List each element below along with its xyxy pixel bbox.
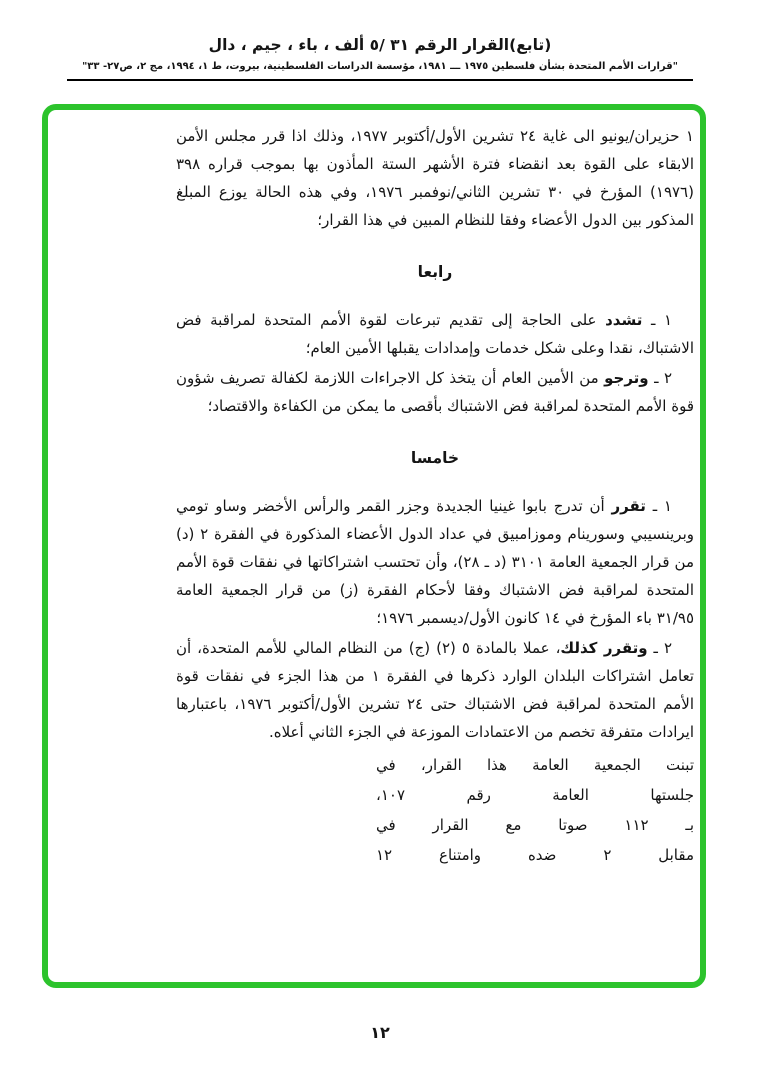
adoption-note-line: بـ ١١٢ صوتا مع القرار في — [376, 816, 694, 834]
adoption-note-line: مقابل ٢ ضده وامتناع ١٢ — [376, 846, 694, 864]
paragraph-lead-word: تشدد — [605, 311, 643, 329]
paragraph-text: أن تدرج بابوا غينيا الجديدة وجزر القمر والرأس الأخضر وساو تومي وبرينسيبي وسورينام وموزامبيق في عداد الدول الأعضاء المذكورة في الفقرة ٢ (د) من قرار الجمعية العامة ٣١٠١ (د ـ ٢٨)، وأن تحتسب اشتراكاتها في نفقات قوة الأمم المتحدة لمراقبة فض الاشتباك وفقا لأحكام الفقرة (ز) من قرار الجمعية العامة ٣١/٩٥ باء المؤرخ في ١٤ كانون الأول/ديسمبر ١٩٧٦؛ — [176, 497, 695, 627]
section-heading-fifth: خامسا — [410, 449, 460, 467]
source-citation: "قرارات الأمم المتحدة بشأن فلسطين ١٩٧٥ ـــ ١٩٨١، مؤسسة الدراسات الفلسطينية، بيروت، ط ١، ١٩٩٤، مج ٢، ص٢٧- ٣٣" — [82, 61, 678, 72]
paragraph-lead-word: وترجو — [604, 369, 649, 387]
adoption-note-line: جلستها العامة رقم ١٠٧، — [376, 786, 694, 804]
paragraph-number: ١ ـ — [645, 497, 672, 515]
adoption-note-line: تبنت الجمعية العامة هذا القرار، في — [376, 756, 694, 774]
paragraph — [176, 306, 694, 362]
paragraph-number: ٢ ـ — [647, 639, 673, 657]
header-title: (تابع)القرار الرقم ٣١ /٥ ألف ، باء ، جيم ، دال — [208, 36, 552, 54]
adoption-note — [376, 750, 694, 870]
paragraph-lead-word: تقرر — [611, 497, 646, 515]
page-header — [0, 36, 760, 81]
paragraph — [176, 492, 694, 632]
paragraph-number: ١ ـ — [642, 311, 672, 329]
intro-paragraph: ١ حزيران/يونيو الى غاية ٢٤ تشرين الأول/أكتوبر ١٩٧٧، وذلك اذا قرر مجلس الأمن الابقاء على القوة بعد انقضاء فترة الأشهر الستة المأذون بها بموجب قراره ٣٩٨ (١٩٧٦) المؤرخ في ٣٠ تشرين الثاني/نوفمبر ١٩٧٦، وفي هذه الحالة يوزع المبلغ المذكور بين الدول الأعضاء وفقا للنظام المبين في هذا القرار؛ — [176, 127, 694, 229]
paragraph-text: ، عملا بالمادة ٥ (٢) (ج) من النظام المالي للأمم المتحدة، أن تعامل اشتراكات البلدان الوارد ذكرها في الفقرة ١ من هذا الجزء في نفقات قوة الأمم المتحدة لمراقبة فض الاشتباك حتى ٢٤ تشرين الأول/أكتوبر ١٩٧٦، باعتبارها ايرادات متفرقة تخصم من الاعتمادات الموزعة في الجزء الثاني أعلاه. — [176, 639, 695, 741]
paragraph — [176, 364, 694, 420]
paragraph-text: على الحاجة إلى تقديم تبرعات لقوة الأمم المتحدة لمراقبة فض الاشتباك، نقدا وعلى شكل خدمات وإمدادات يقبلها الأمين العام؛ — [176, 311, 694, 357]
paragraph-text: من الأمين العام أن يتخذ كل الاجراءات اللازمة لكفالة تصريف شؤون قوة الأمم المتحدة لمراقبة فض الاشتباك بأقصى ما يمكن من الكفاءة والاقتصاد؛ — [176, 369, 694, 415]
header-divider-rule — [67, 79, 693, 81]
section-heading-fourth: رابعا — [417, 263, 453, 281]
page-number: ١٢ — [370, 1023, 390, 1042]
paragraph-lead-word: وتقرر كذلك — [560, 639, 648, 657]
paragraph-number: ٢ ـ — [648, 369, 672, 387]
body-text — [176, 122, 694, 870]
paragraph — [176, 634, 694, 746]
